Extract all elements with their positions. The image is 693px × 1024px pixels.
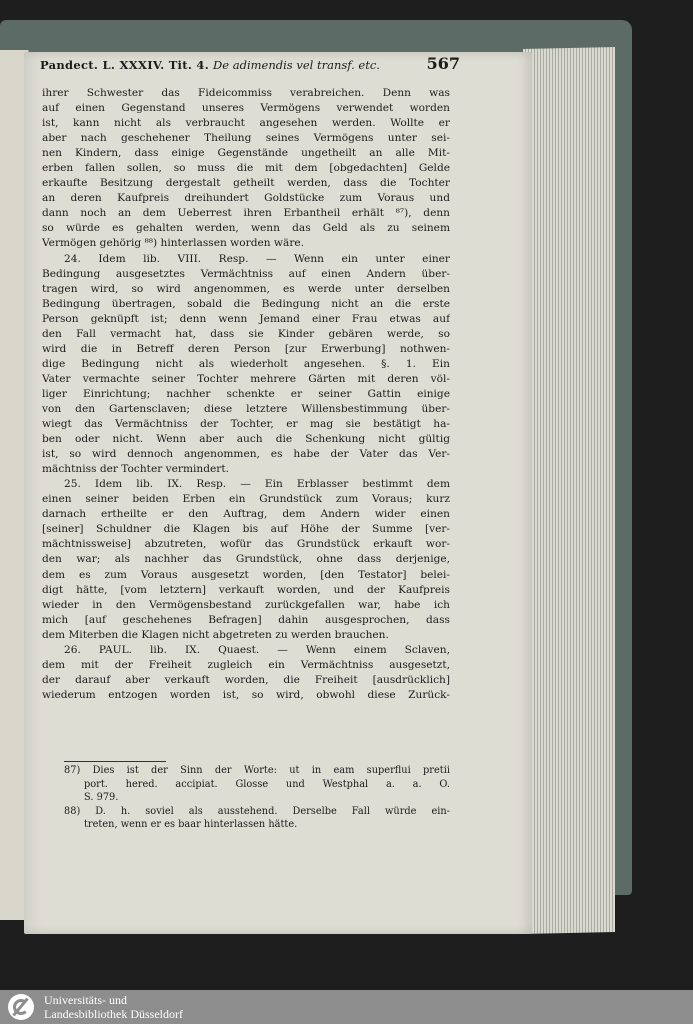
text-line: an deren Kaufpreis dreihundert Goldstücke zum Voraus und — [42, 192, 450, 205]
text-line: mächtnissweise] abzutreten, wofür das Grundstück erkauft wor- — [42, 538, 450, 551]
text-line: 24. Idem lib. VIII. Resp. — Wenn ein unter einer — [64, 252, 450, 265]
footnote-line: treten, wenn er es baar hinterlassen hätte. — [84, 819, 298, 831]
running-head-subtitle: De adimendis vel transf. etc. — [213, 58, 380, 72]
text-line: ist, so wird dennoch angenommen, es habe der Vater das Ver- — [42, 448, 450, 461]
text-line: 26. PAUL. lib. IX. Quaest. — Wenn einem Sclaven, — [64, 643, 450, 656]
text-line: so würde es gehalten werden, wenn das Geld als zu seinem — [42, 222, 450, 235]
footnotes — [64, 764, 450, 832]
library-logo-icon — [8, 994, 34, 1020]
text-line: Bedingung übertragen, sobald die Bedingung nicht an die erste — [42, 297, 450, 310]
text-line: von den Gartensclaven; diese letztere Willensbestimmung über- — [42, 402, 450, 415]
footnote-rule — [64, 761, 166, 762]
running-head-title: Pandect. L. XXXIV. Tit. 4. — [40, 58, 210, 72]
text-line: Vater vermachte seiner Tochter mehrere Gärten mit deren völ- — [42, 372, 450, 385]
text-line: [seiner] Schuldner die Klagen bis auf Höhe der Summe [ver- — [42, 523, 450, 536]
text-line: dem mit der Freiheit zugleich ein Vermächtniss ausgesetzt, — [42, 658, 450, 671]
text-line: tragen wird, so wird angenommen, es werde unter derselben — [42, 282, 450, 295]
text-line: dann noch an dem Ueberrest ihren Erbantheil erhält ⁸⁷), denn — [42, 207, 450, 220]
text-line: aber nach geschehener Theilung seines Vermögens unter sei- — [42, 132, 450, 145]
text-line: den war; als nachher das Grundstück, ohne dass derjenige, — [42, 553, 450, 566]
text-line: mächtniss der Tochter vermindert. — [42, 463, 229, 476]
library-name-line-1: Universitäts- und — [44, 993, 127, 1007]
library-name-line-2: Landesbibliothek Düsseldorf — [44, 1007, 183, 1021]
text-line: dem es zum Voraus ausgesetzt worden, [den Testator] belei- — [42, 568, 450, 581]
body-text — [42, 86, 450, 703]
text-line: Person geknüpft ist; denn wenn Jemand einer Frau etwas auf — [42, 312, 450, 325]
text-line: Bedingung ausgesetztes Vermächtniss auf einen Andern über- — [42, 267, 450, 280]
text-line: wiegt das Vermächtniss der Tochter, er mag sie bestätigt ha- — [42, 418, 450, 431]
text-line: erkaufte Besitzung dergestalt getheilt werden, dass die Tochter — [42, 177, 450, 190]
text-line: ihrer Schwester das Fideicommiss verabreichen. Denn was — [42, 87, 450, 99]
text-line: dem Miterben die Klagen nicht abgetreten zu werden brauchen. — [42, 628, 389, 641]
running-head — [40, 54, 460, 78]
text-line: nen Kindern, dass einige Gegenstände ungetheilt an alle Mit- — [42, 147, 450, 160]
footnote-line: 87) Dies ist der Sinn der Worte: ut in eam superflui pretii — [64, 765, 450, 776]
text-line: ist, kann nicht als verbraucht angesehen werden. Wollte er — [42, 117, 450, 130]
page-fore-edge — [523, 47, 615, 934]
text-line: Vermögen gehörig ⁸⁸) hinterlassen worden wäre. — [42, 237, 305, 250]
footnote-line: S. 979. — [84, 792, 119, 804]
text-line: digt hätte, [vom letztern] verkauft worden, und der Kaufpreis — [42, 583, 450, 596]
text-line: wiederum entzogen worden ist, so wird, obwohl diese Zurück- — [42, 688, 450, 701]
library-footer — [0, 990, 693, 1024]
library-name — [44, 993, 183, 1021]
text-line: darnach ertheilte er den Auftrag, dem Andern wider einen — [42, 508, 450, 521]
text-line: einen seiner beiden Erben ein Grundstück zum Voraus; kurz — [42, 493, 450, 506]
text-line: wieder in den Vermögensbestand zurückgefallen war, habe ich — [42, 598, 450, 611]
text-line: den Fall vermacht hat, dass sie Kinder gebären werde, so — [42, 327, 450, 340]
text-line: wird die in Betreff deren Person [zur Erwerbung] nothwen- — [42, 342, 450, 355]
text-line: mich [auf geschehenes Befragen] dahin ausgesprochen, dass — [42, 613, 450, 626]
text-line: liger Einrichtung; nachher schenkte er seiner Gattin einige — [42, 387, 450, 400]
text-line: der darauf aber verkauft worden, die Freiheit [ausdrücklich] — [42, 673, 450, 686]
text-line: 25. Idem lib. IX. Resp. — Ein Erblasser bestimmt dem — [64, 478, 450, 491]
page-number: 567 — [426, 54, 460, 73]
text-line: ben oder nicht. Wenn aber auch die Schenkung nicht gültig — [42, 433, 450, 446]
footnote-line: port. hered. accipiat. Glosse und Westphal a. a. O. — [84, 778, 450, 790]
text-line: erben fallen sollen, so muss die mit dem [obgedachten] Gelde — [42, 162, 450, 175]
text-line: auf einen Gegenstand unseres Vermögens verwendet worden — [42, 102, 450, 115]
text-line: dige Bedingung nicht als wiederholt angesehen. §. 1. Ein — [42, 357, 450, 370]
footnote-line: 88) D. h. soviel als ausstehend. Derselbe Fall würde ein- — [64, 805, 450, 817]
